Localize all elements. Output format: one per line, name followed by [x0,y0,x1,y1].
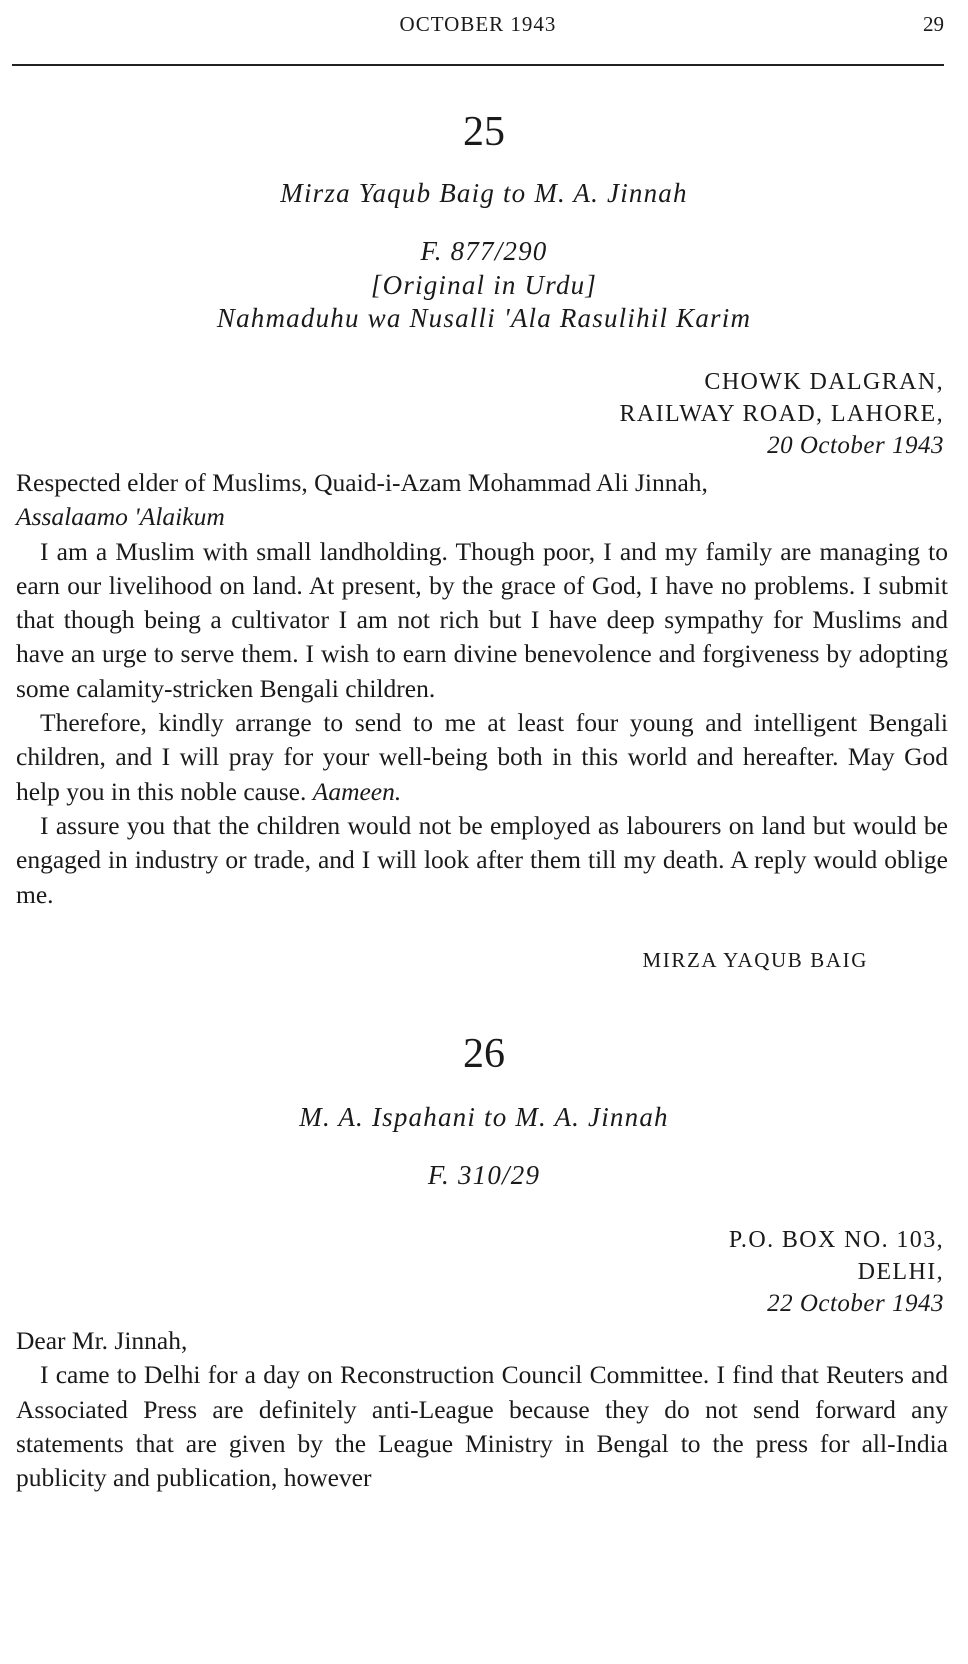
letter-date: 20 October 1943 [767,432,944,459]
address-line: CHOWK DALGRAN, [704,369,944,395]
paragraph-text: Therefore, kindly arrange to send to me at least four young and intelligent Bengali children, and I will pray for your well-being both in this world and hereafter. May God help you in this noble cause. [16,708,948,806]
letter-heading: Mirza Yaqub Baig to M. A. Jinnah [280,178,688,208]
body-paragraph: I came to Delhi for a day on Reconstruction Council Committee. I find that Reuters and Associated Press are definitely anti-League because they do not send forward any statements that are given by the League Ministry in Bengal to the press for all-India publicity and publication, however [16,1360,948,1493]
body-paragraph: I am a Muslim with small landholding. Though poor, I and my family are managing to earn our livelihood on land. At present, by the grace of God, I have no problems. I submit that though being a cultivator I am not rich but I have deep sympathy for Muslims and have an urge to serve them. I wish to earn divine benevolence and forgiveness by adopting some calamity-stricken Bengali children. [16,536,948,703]
signature: MIRZA YAQUB BAIG [642,948,868,972]
letter-date: 22 October 1943 [767,1290,944,1317]
address-line: RAILWAY ROAD, LAHORE, [619,401,944,427]
salutation: Respected elder of Muslims, Quaid-i-Azam Mohammad Ali Jinnah, [16,468,708,497]
salutation: Dear Mr. Jinnah, [16,1326,188,1355]
file-reference: F. 310/29 [427,1160,541,1190]
language-note: [Original in Urdu] [370,270,598,300]
running-title: OCTOBER 1943 [399,12,557,36]
letter-number: 25 [463,109,505,155]
greeting: Assalaamo 'Alaikum [16,502,225,532]
body-paragraph: I assure you that the children would not be employed as labourers on land but would be engaged in industry or trade, and I will look after them till my death. A reply would oblige me. [16,810,948,909]
header-rule [12,64,944,66]
letter-number: 26 [463,1031,505,1077]
letter-body [16,1324,948,1495]
address-line: DELHI, [857,1259,944,1285]
invocation: Nahmaduhu wa Nusalli 'Ala Rasulihil Karim [216,303,752,333]
letter-body [16,466,948,912]
address-line: P.O. BOX NO. 103, [728,1227,944,1253]
file-reference: F. 877/290 [420,236,548,266]
closing-word: Aameen. [312,776,402,806]
letter-heading: M. A. Ispahani to M. A. Jinnah [299,1102,669,1132]
running-header [12,8,944,48]
page-number: 29 [923,12,944,36]
body-paragraph [16,706,948,809]
